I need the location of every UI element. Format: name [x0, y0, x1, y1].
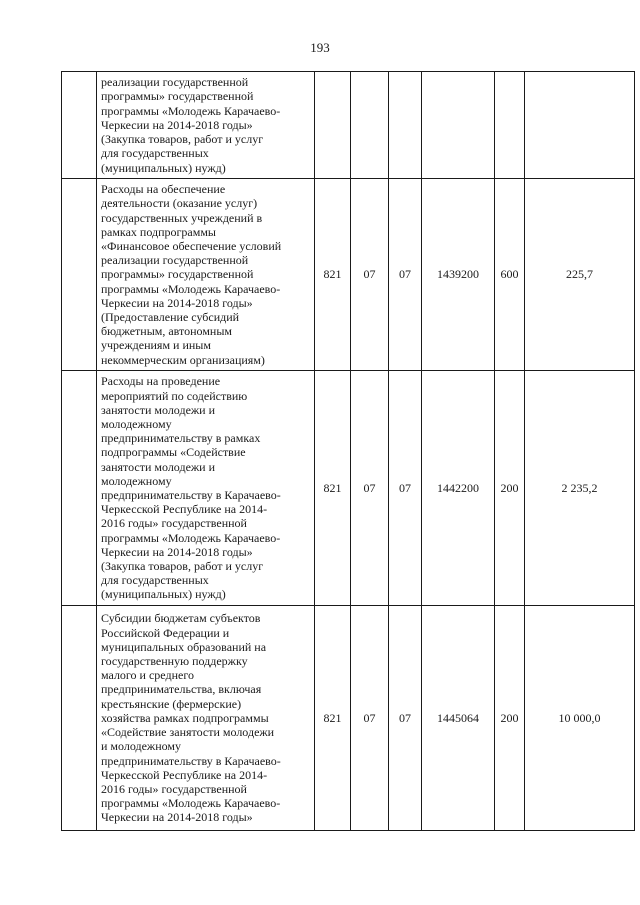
amount-cell: 2 235,2: [525, 371, 635, 606]
description-line: реализации государственной: [101, 253, 249, 268]
target-item-code-cell: 1445064: [422, 606, 495, 831]
description-line: программы «Молодежь Карачаево-: [101, 281, 281, 296]
ministry-code-cell: 821: [315, 179, 351, 371]
expense-type-code-cell: 200: [495, 371, 525, 606]
description-cell: [97, 371, 315, 606]
section-code-cell: 07: [351, 179, 389, 371]
amount-cell: 225,7: [525, 179, 635, 371]
description-line: крестьянские (фермерские): [101, 696, 242, 711]
description-line: для государственных: [101, 146, 209, 161]
description-line: программы «Молодежь Карачаево-: [101, 103, 281, 118]
description-line: 2016 годы» государственной: [101, 516, 247, 531]
description-line: мероприятий по содействию: [101, 388, 248, 403]
description-line: некоммерческим организациям): [101, 352, 265, 367]
expense-type-code-cell: 200: [495, 606, 525, 831]
expense-type-code-cell: 600: [495, 179, 525, 371]
description-line: предпринимательству в рамках: [101, 431, 261, 446]
table-row: [62, 371, 635, 606]
subsection-code-cell: 07: [389, 179, 422, 371]
description-line: рамках подпрограммы: [101, 224, 216, 239]
ministry-code-cell: [315, 72, 351, 179]
description-line: (Предоставление субсидий: [101, 310, 240, 324]
target-item-code-cell: 1439200: [422, 179, 495, 371]
description-line: деятельности (оказание услуг): [101, 196, 258, 211]
description-line: занятости молодежи и: [101, 402, 216, 417]
description-line: государственную поддержку: [101, 654, 248, 669]
section-code-cell: [351, 72, 389, 179]
description-line: учреждениям и иным: [101, 338, 211, 353]
description-line: реализации государственной: [101, 75, 249, 90]
amount-cell: [525, 72, 635, 179]
description-line: программы» государственной: [101, 267, 254, 282]
target-item-code-cell: 1442200: [422, 371, 495, 606]
description-line: 2016 годы» государственной: [101, 781, 247, 796]
ministry-code-cell: 821: [315, 606, 351, 831]
subsection-code-cell: 07: [389, 371, 422, 606]
description-line: муниципальных образований на: [101, 639, 267, 654]
description-line: для государственных: [101, 573, 209, 588]
description-line: предпринимательству в Карачаево-: [101, 753, 281, 768]
row-number-cell: [62, 72, 97, 179]
amount-cell: 10 000,0: [525, 606, 635, 831]
description-line: молодежному: [101, 473, 172, 488]
description-line: (Закупка товаров, работ и услуг: [101, 132, 264, 147]
target-item-code-cell: [422, 72, 495, 179]
description-line: Черкесии на 2014-2018 годы»: [101, 810, 253, 825]
row-number-cell: [62, 606, 97, 831]
description-line: Российской Федерации и: [101, 625, 230, 640]
description-cell: [97, 72, 315, 179]
table-row: [62, 179, 635, 371]
description-line: подпрограммы «Содействие: [101, 445, 246, 460]
description-line: Черкесской Республике на 2014-: [101, 502, 268, 517]
page-number: 193: [310, 40, 330, 55]
table-body: [62, 72, 635, 831]
description-line: (муниципальных) нужд): [101, 160, 226, 175]
description-line: предпринимательства, включая: [101, 682, 262, 697]
description-line: Субсидии бюджетам субъектов: [101, 611, 261, 626]
description-line: Черкесии на 2014-2018 годы»: [101, 117, 253, 132]
description-line: (муниципальных) нужд): [101, 587, 226, 602]
description-line: хозяйства рамках подпрограммы: [101, 710, 269, 725]
subsection-code-cell: [389, 72, 422, 179]
description-line: Черкесской Республике на 2014-: [101, 767, 268, 782]
section-code-cell: 07: [351, 606, 389, 831]
description-line: и молодежному: [101, 739, 182, 754]
description-line: Расходы на проведение: [101, 374, 221, 389]
expense-type-code-cell: [495, 72, 525, 179]
row-number-cell: [62, 179, 97, 371]
description-line: «Финансовое обеспечение условий: [101, 238, 282, 253]
description-line: бюджетным, автономным: [101, 324, 232, 339]
description-line: Черкесии на 2014-2018 годы»: [101, 544, 253, 559]
description-line: программы «Молодежь Карачаево-: [101, 796, 281, 811]
description-line: Расходы на обеспечение: [101, 182, 226, 197]
subsection-code-cell: 07: [389, 606, 422, 831]
ministry-code-cell: 821: [315, 371, 351, 606]
description-line: программы» государственной: [101, 89, 254, 104]
description-cell: [97, 606, 315, 831]
table-row: [62, 606, 635, 831]
description-line: молодежному: [101, 416, 172, 431]
description-line: государственных учреждений в: [101, 210, 263, 225]
description-line: занятости молодежи и: [101, 459, 216, 474]
description-line: «Содействие занятости молодежи: [101, 725, 275, 740]
description-line: программы «Молодежь Карачаево-: [101, 530, 281, 545]
description-cell: [97, 179, 315, 371]
description-line: Черкесии на 2014-2018 годы»: [101, 295, 253, 310]
table-row: [62, 72, 635, 179]
description-line: малого и среднего: [101, 668, 194, 683]
row-number-cell: [62, 371, 97, 606]
description-line: предпринимательству в Карачаево-: [101, 488, 281, 502]
description-line: (Закупка товаров, работ и услуг: [101, 559, 264, 574]
section-code-cell: 07: [351, 371, 389, 606]
budget-table: [61, 71, 635, 831]
